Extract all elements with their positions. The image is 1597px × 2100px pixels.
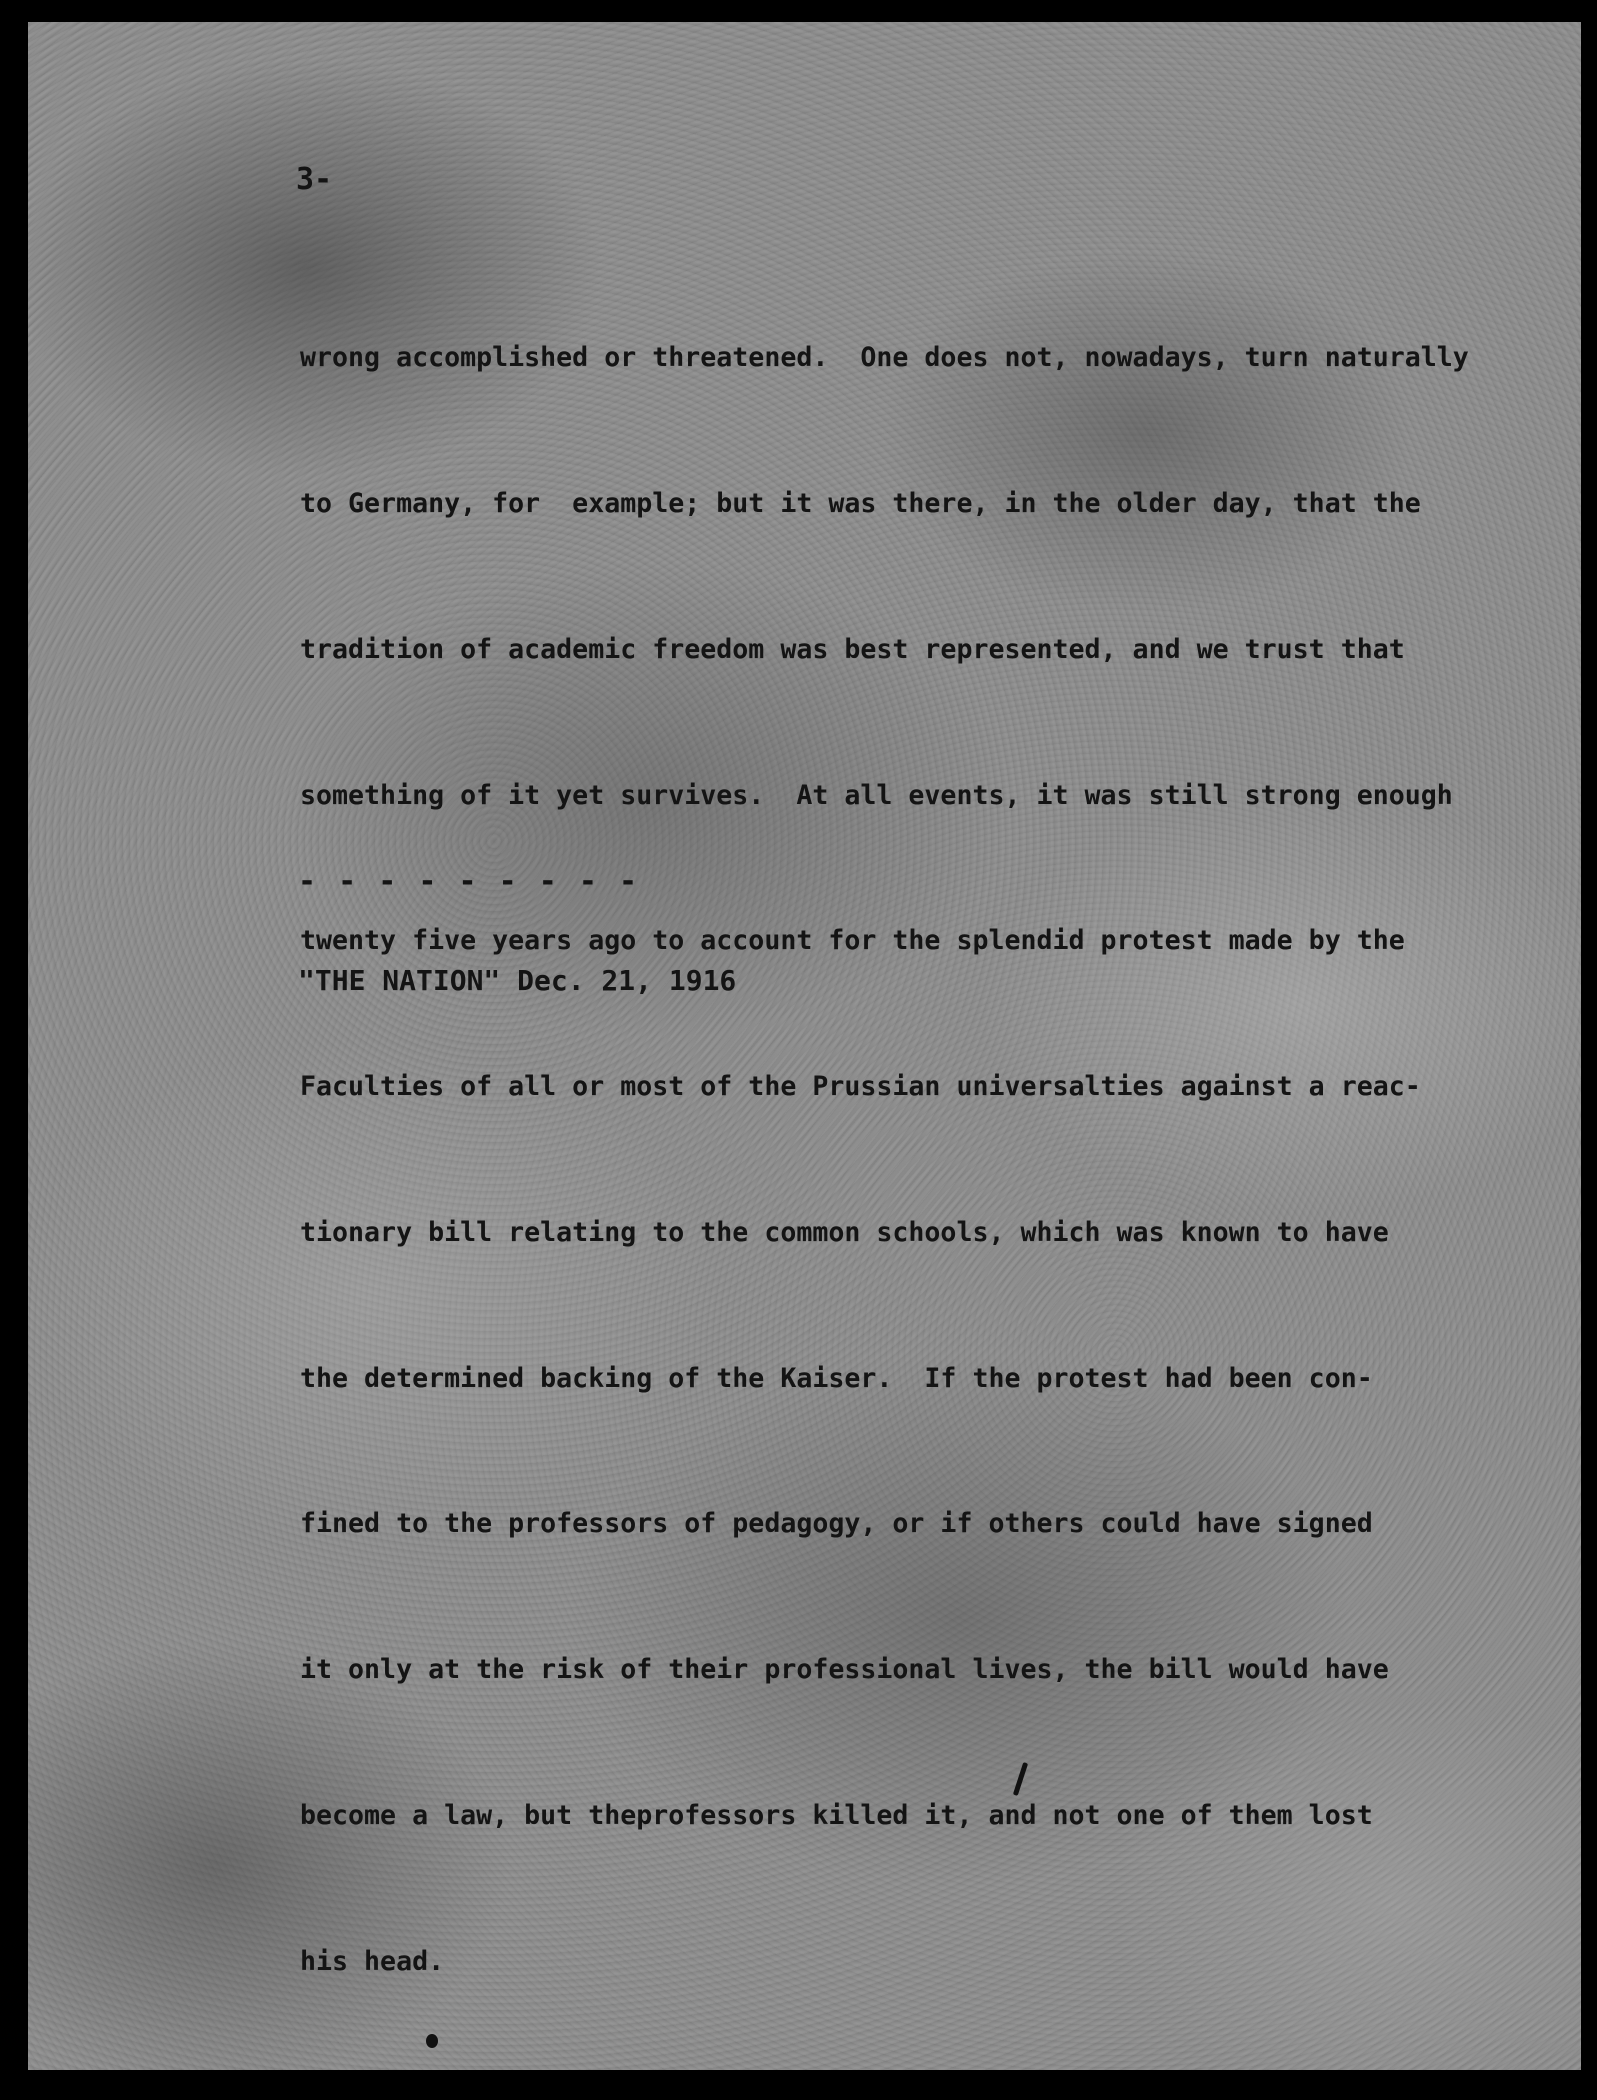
body-line-11: become a law, but theprofessors killed it, and not one of them lost — [300, 1800, 1373, 1831]
document-page — [28, 22, 1581, 2070]
body-line-12: his head. — [300, 1945, 445, 1977]
body-line-2: to Germany, for example; but it was there, in the older day, that the — [300, 487, 1421, 519]
body-line-10: it only at the risk of their professional lives, the bill would have — [300, 1654, 1389, 1686]
body-text — [300, 237, 1469, 2084]
source-citation: "THE NATION" Dec. 21, 1916 — [298, 964, 737, 997]
body-line-4: something of it yet survives. At all events, it was still strong enough — [300, 779, 1453, 811]
body-line-6: Faculties of all or most of the Prussian universalties against a reac- — [300, 1071, 1421, 1103]
ink-blot — [426, 2034, 438, 2048]
body-line-9: fined to the professors of pedagogy, or if others could have signed — [300, 1508, 1373, 1540]
body-line-1: wrong accomplished or threatened. One does not, nowadays, turn naturally — [300, 342, 1469, 374]
page-number: 3- — [296, 162, 333, 197]
body-line-8: the determined backing of the Kaiser. If the protest had been con- — [300, 1362, 1373, 1394]
body-line-3: tradition of academic freedom was best represented, and we trust that — [300, 633, 1405, 665]
body-line-5: twenty five years ago to account for the splendid protest made by the — [300, 925, 1405, 957]
section-separator: - - - - - - - - - — [298, 864, 640, 899]
body-line-7: tionary bill relating to the common schools, which was known to have — [300, 1216, 1389, 1248]
